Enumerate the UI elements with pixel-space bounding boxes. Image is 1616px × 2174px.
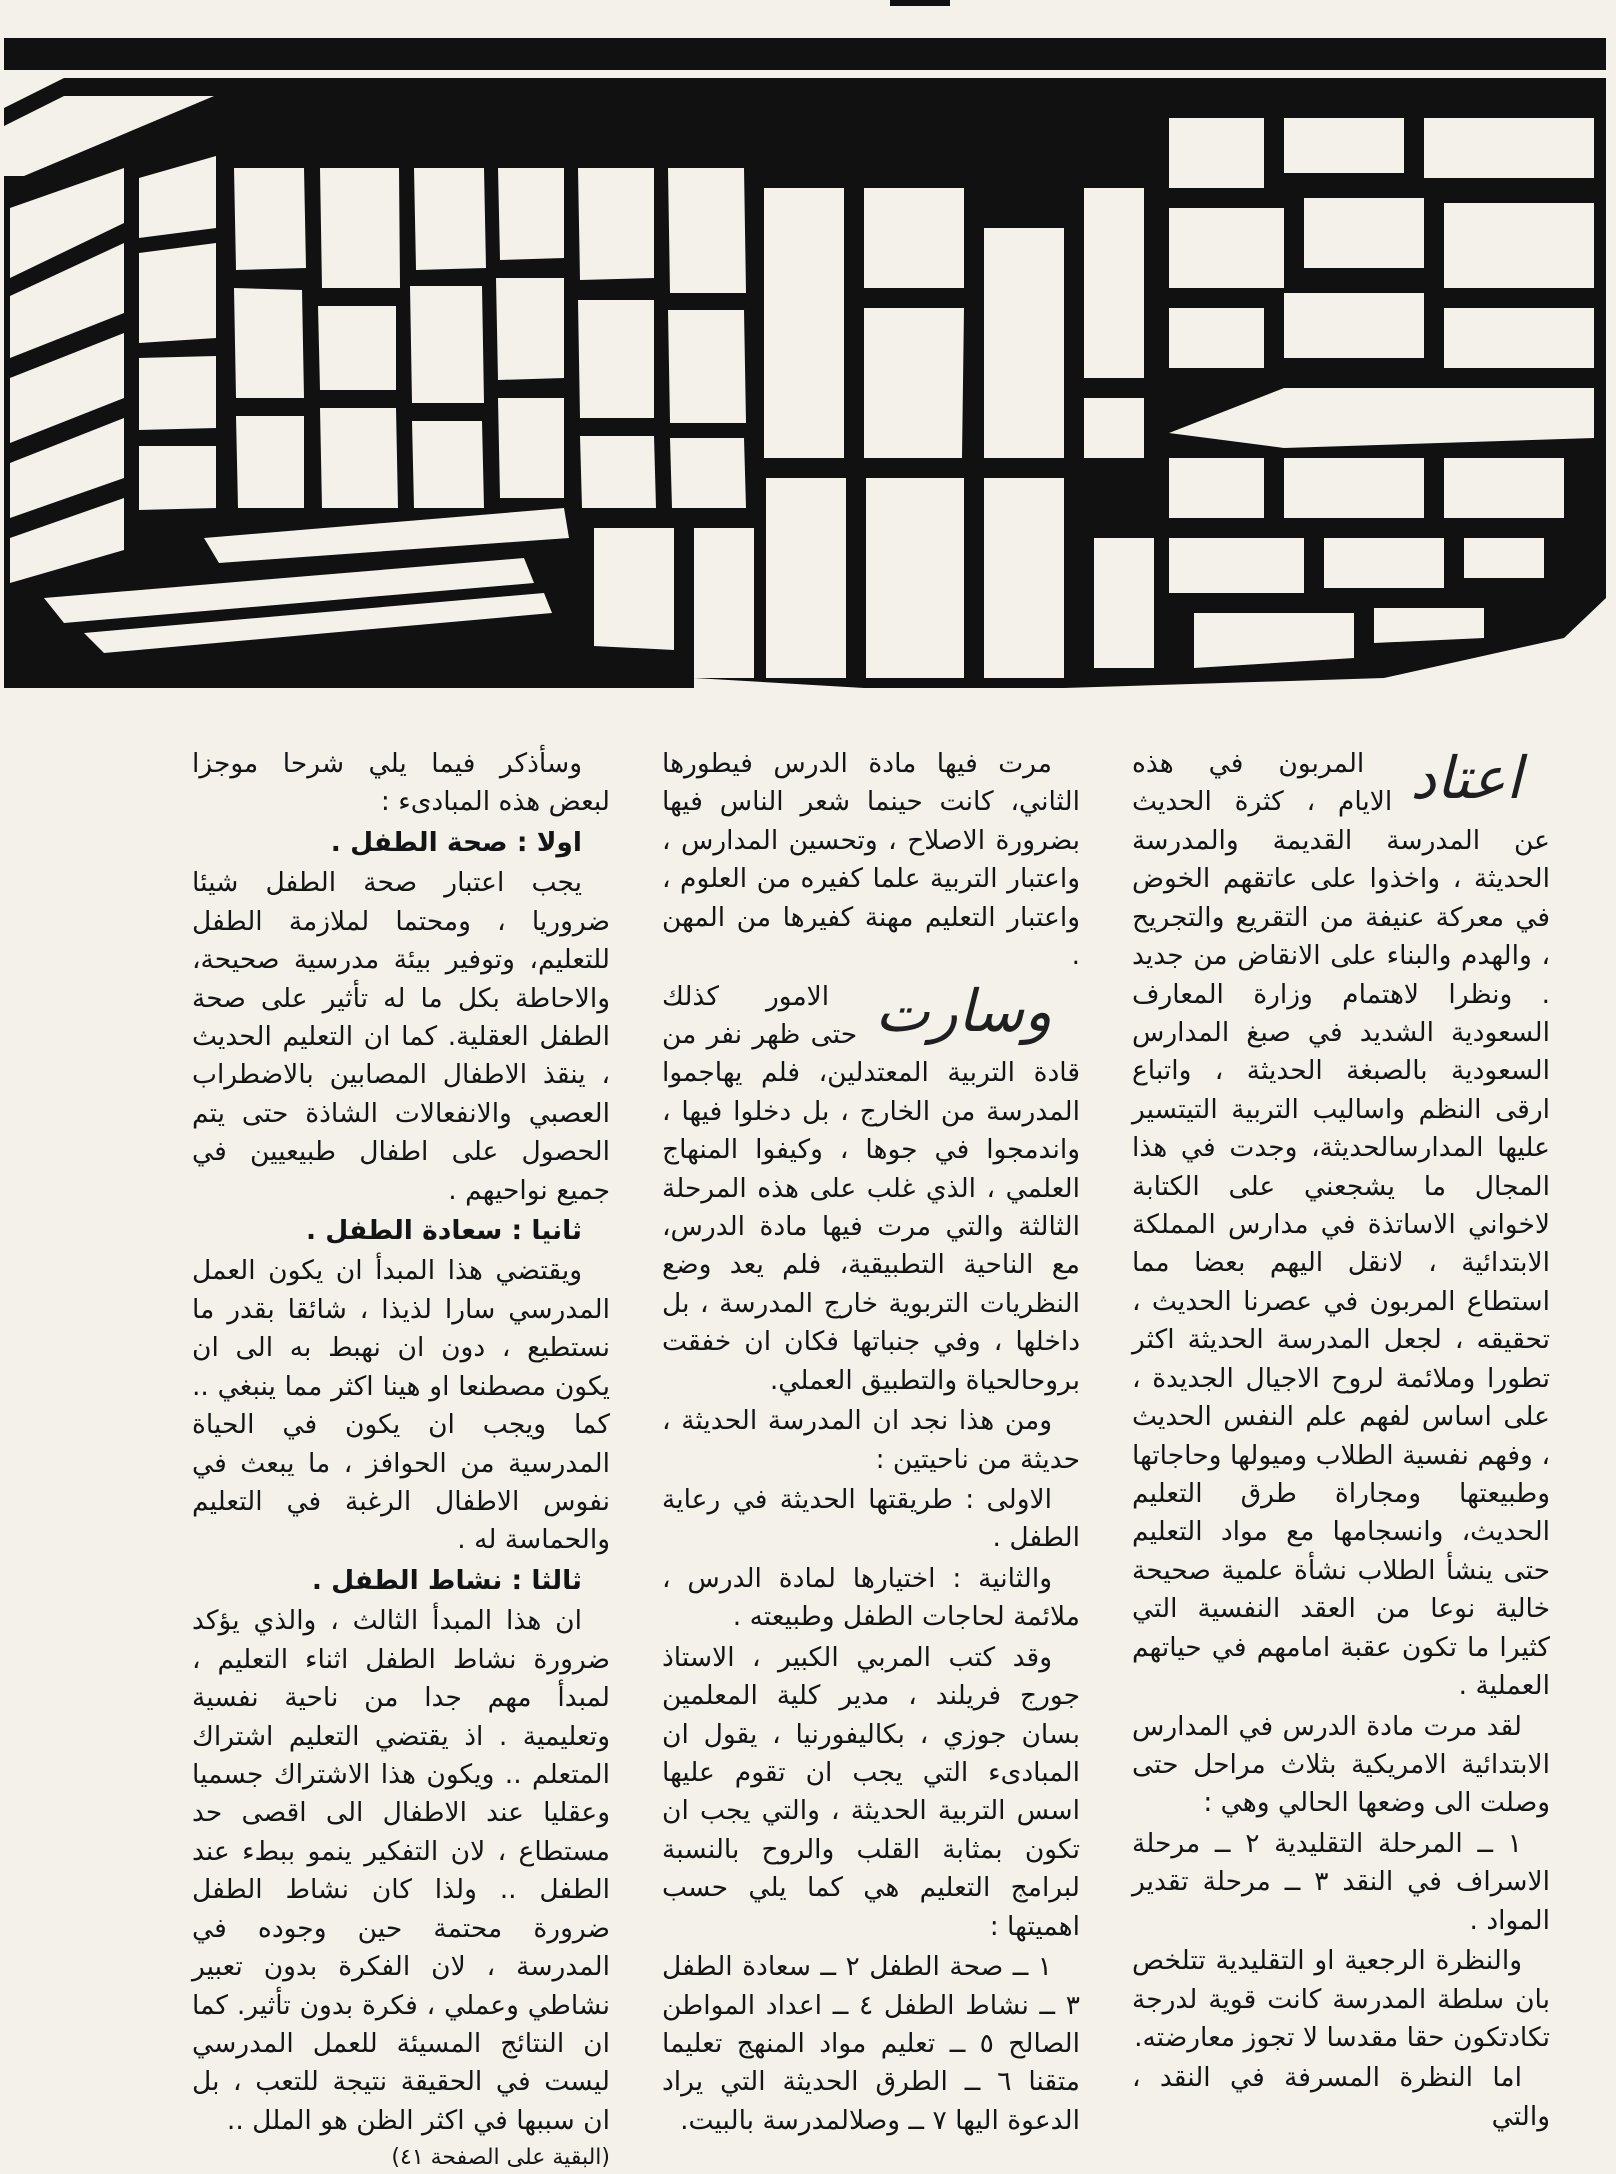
drop-word-iatad: اعتاد: [1410, 744, 1522, 812]
article-column-middle: [662, 745, 1081, 2136]
col3-paragraph-1: وسأذكر فيما يلي شرحا موجزا لبعض هذه المبادىء :: [192, 748, 610, 818]
drop-word-wasarat: وسارت: [875, 976, 1052, 1045]
col2-paragraph-4: الاولى : طريقتها الحديثة في رعاية الطفل .: [662, 1484, 1080, 1554]
col1-paragraph-3: ١ ــ المرحلة التقليدية ٢ ــ مرحلة الاسراف في النقد ٣ ــ مرحلة تقدير المواد .: [1132, 1827, 1550, 1936]
col1-paragraph-2: لقد مرت مادة الدرس في المدارس الابتدائية الامريكية بثلاث مراحل حتى وصلت الى وضعها الحالي وهي :: [1132, 1710, 1550, 1819]
article-body: [92, 744, 1550, 2171]
section-heading-happiness: ثانيا : سعادة الطفل .: [306, 1215, 582, 1247]
col2-paragraph-6: وقد كتب المربي الكبير ، الاستاذ جورج فريلند ، مدير كلية المعلمين بسان جوزي ، بكاليفورنيا ، يقول ان المبادىء التي يجب ان تقوم عليها اسس التربية الحديثة ، والتي يجب ان تكون بمثابة القلب والروح بالنسبة لبرامج التعليم هي كما يلي حسب اهميتها :: [662, 1641, 1080, 1942]
col2-paragraph-3: ومن هذا نجد ان المدرسة الحديثة ، حديثة من ناحيتين :: [662, 1405, 1080, 1475]
col2-paragraph-7: ١ ــ صحة الطفل ٢ ــ سعادة الطفل ٣ ــ نشاط الطفل ٤ ــ اعداد المواطن الصالح ٥ ــ تعليم مواد المنهج تعليما متقنا ٦ ــ الطرق الحديثة التي يراد الدعوة اليها ٧ ــ وصلالمدرسة بالبيت.: [662, 1951, 1081, 2136]
school-facade-illustration: [4, 38, 1606, 688]
col3-paragraph-2: يجب اعتبار صحة الطفل شيئا ضروريا ، ومحتما لملازمة الطفل للتعليم، وتوفير بيئة مدرسية صحيحة، والاحاطة بكل ما له تأثير على صحة الطفل العقلية. كما ان التعليم الحديث ، ينقذ الاطفال المصابين بالاضطراب العصبي والانفعالات الشاذة حتى يتم الحصول على اطفال طبيعيين في جميع نواحيهم .: [192, 867, 610, 1206]
col2-paragraph-2: الامور كذلك حتى ظهر نفر من قادة التربية المعتدلين، فلم يهاجموا المدرسة من الخارج ، بل دخلوا فيها ، واندمجوا في جوها ، وكيفوا المنهاج العلمي ، الذي غلب على هذه المرحلة الثالثة والتي مرت فيها مادة الدرس، مع الناحية التطبيقية، فلم يعد وضع النظريات التربوية خارج المدرسة ، بل داخلها ، وفي جنباتها فكان ان خفقت بروحالحياة والتطبيق العملي.: [662, 980, 1080, 1396]
section-heading-health: اولا : صحة الطفل .: [330, 826, 582, 858]
col1-paragraph-4: والنظرة الرجعية او التقليدية تتلخص بان سلطة المدرسة كانت قوية لدرجة تكادتكون حقا مقدسا لا تجوز معارضته.: [1132, 1945, 1550, 2053]
col2-paragraph-5: والثانية : اختيارها لمادة الدرس ، ملائمة لحاجات الطفل وطبيعته .: [662, 1562, 1080, 1633]
article-column-left: [192, 745, 610, 2171]
col3-paragraph-4: ان هذا المبدأ الثالث ، والذي يؤكد ضرورة نشاط الطفل اثناء التعليم ، لمبدأ مهم جدا من ناحية نفسية وتعليمية . اذ يقتضي التعليم اشتراك المتعلم .. ويكون هذا الاشتراك جسميا وعقليا عند الاطفال الى اقصى حد مستطاع ، لان التفكير ينمو ببطء عند الطفل .. ولذا كان نشاط الطفل ضرورة محتمة حين وجوده في المدرسة ، لان الفكرة بدون تعبير نشاطي وعملي ، فكرة بدون تأثير. كما ان النتائج المسيئة للعمل المدرسي ليست في الحقيقة نتيجة للتعب ، بل ان سببها في اكثر الظن هو الملل ..: [192, 1605, 610, 2136]
article-column-right: [1132, 744, 1550, 2132]
continued-note: (البقية على الصفحة ٤١): [391, 2145, 610, 2171]
col3-paragraph-3: ويقتضي هذا المبدأ ان يكون العمل المدرسي سارا لذيذا ، شائقا بقدر ما نستطيع ، دون ان نهبط به الى ان يكون مصطنعا او هينا اكثر مما ينبغي .. كما ويجب ان يكون في الحياة المدرسية من الحوافز ، ما يبعث في نفوس الاطفال الرغبة في التعليم والحماسة له .: [192, 1255, 610, 1556]
section-heading-activity: ثالثا : نشاط الطفل .: [311, 1564, 582, 1596]
col1-paragraph-5: اما النظرة المسرفة في النقد ، والتي: [1132, 2062, 1550, 2132]
col1-paragraph-1: المربون في هذه الايام ، كثرة الحديث عن المدرسة القديمة والمدرسة الحديثة ، واخذوا على عاتقهم الخوض في معركة عنيفة من التقريع والتجريح ، والهدم والبناء على الانقاض من جديد . ونظرا لاهتمام وزارة المعارف السعودية الشديد في صبغ المدارس السعودية بالصبغة الحديثة ، واتباع ارقى النظم واساليب التربية التيتسير عليها المدارسالحديثة، وجدت في هذا المجال ما يشجعني على الكتابة لاخواني الاساتذة في مدارس المملكة الابتدائية ، لانقل اليهم بعضا مما استطاع المربون في عصرنا الحديث ، تحقيقه ، لجعل المدرسة الحديثة اكثر تطورا وملائمة لروح الاجيال الجديدة ، على اساس لفهم علم النفس الحديث ، وفهم نفسية الطلاب وميولها وحاجاتها وطبيعتها ومجاراة طرق التعليم الحديث، وانسجامها مع مواد التعليم حتى ينشأ الطلاب نشأة علمية صحيحة خالية نوعا من العقد النفسية التي كثيرا ما تكون عقبة امامهم في حياتهم العملية .: [1132, 748, 1550, 1702]
col2-paragraph-1: مرت فيها مادة الدرس فيطورها الثاني، كانت حينما شعر الناس فيها بضرورة الاصلاح ، وتحسين المدارس ، واعتبار التربية علما كفيره من العلوم ، واعتبار التعليم مهنة كفيرها من المهن .: [662, 748, 1080, 972]
page-top-mark: [890, 0, 950, 6]
